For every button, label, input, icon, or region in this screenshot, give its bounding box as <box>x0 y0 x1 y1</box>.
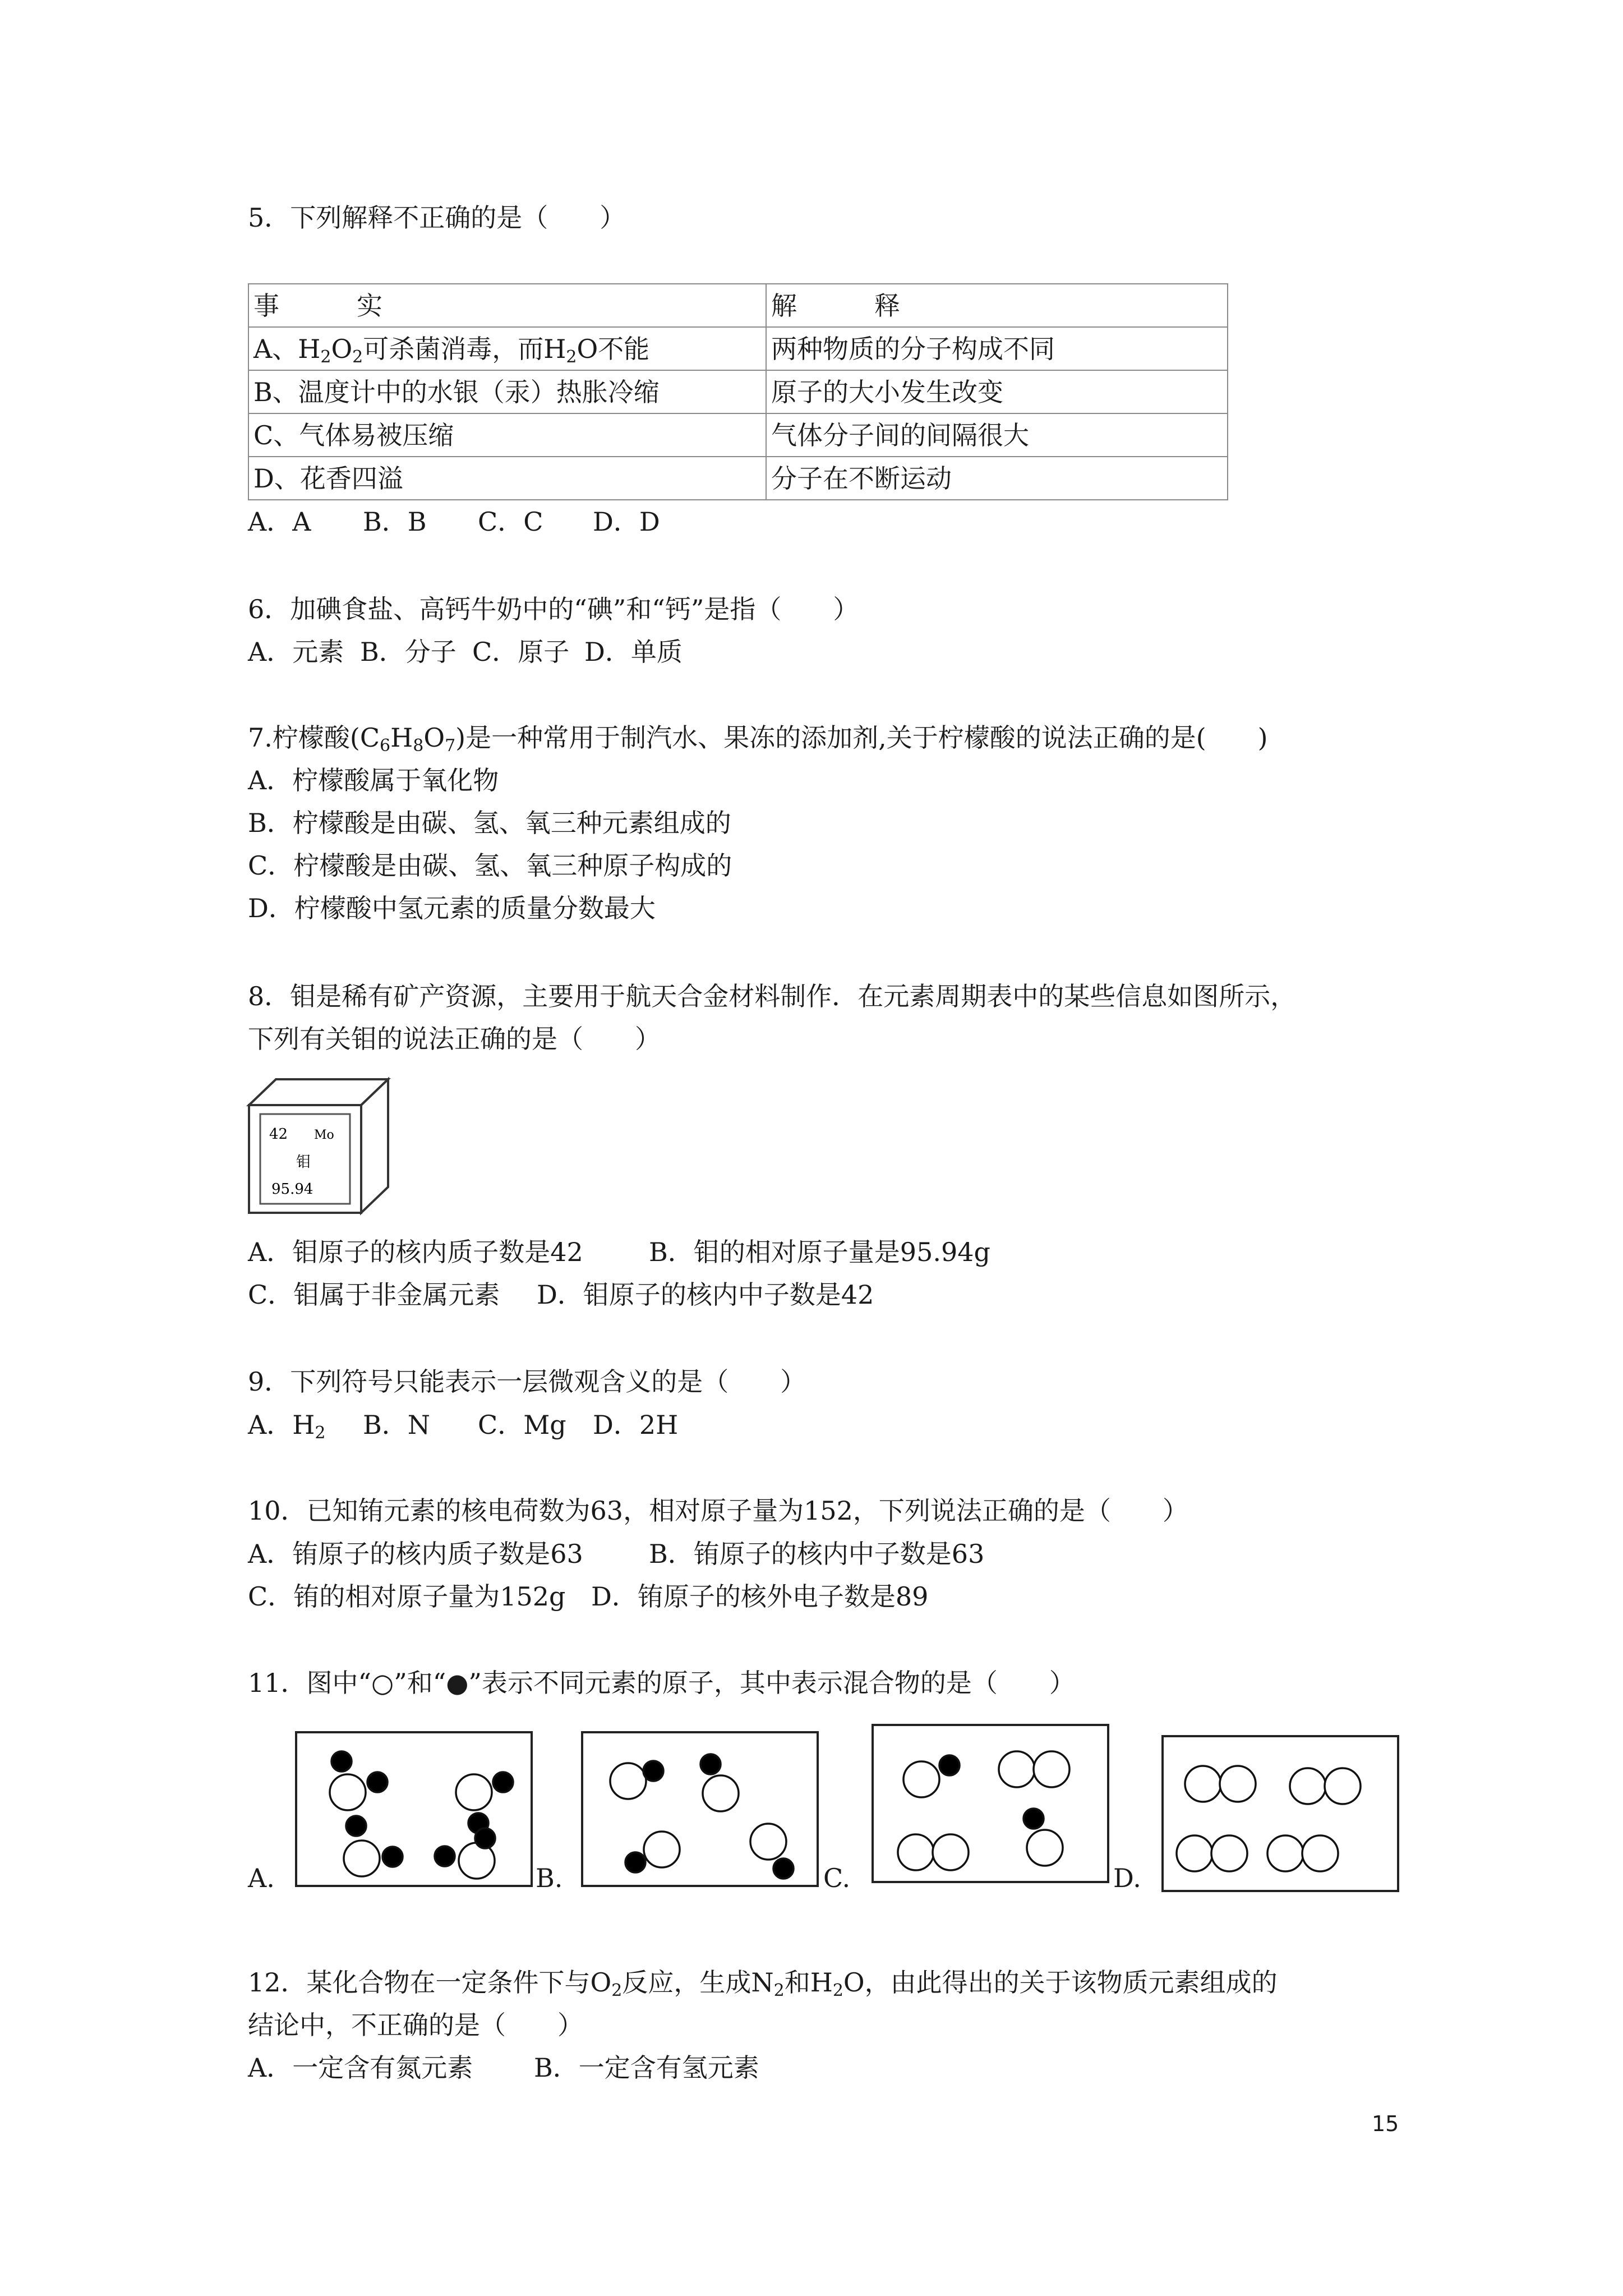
option-b[interactable]: B．钼的相对原子量是95.94g <box>649 1237 990 1267</box>
fact-cell: B、温度计中的水银（汞）热胀冷缩 <box>248 370 766 413</box>
table-row <box>248 327 1228 370</box>
option-d[interactable]: D．钼原子的核内中子数是42 <box>537 1280 874 1310</box>
option-a[interactable]: A．铕原子的核内质子数是63 <box>248 1539 583 1569</box>
table-row <box>248 457 1228 500</box>
q9-options <box>248 1408 678 1442</box>
option-b[interactable]: B．B <box>363 507 427 537</box>
option-a[interactable]: A．一定含有氮元素 <box>248 2053 473 2083</box>
fact-cell: C、气体易被压缩 <box>248 413 766 457</box>
q11-label-c[interactable]: C. <box>823 1863 851 1893</box>
q11-label-b[interactable]: B. <box>536 1863 563 1893</box>
q12-stem-line2: 结论中，不正确的是（ ） <box>248 2010 583 2040</box>
option-c[interactable]: C．铕的相对原子量为152g <box>248 1581 566 1612</box>
tile-number: 42 <box>269 1126 288 1143</box>
q9-stem: 9．下列符号只能表示一层微观含义的是（ ） <box>248 1366 806 1397</box>
option-a[interactable]: A．A <box>248 507 311 537</box>
q5-options <box>248 505 660 539</box>
table-row <box>248 413 1228 457</box>
tile-mass: 95.94 <box>271 1181 313 1198</box>
q10-options-row1 <box>248 1537 984 1571</box>
option-d[interactable]: D．D <box>593 507 660 537</box>
option-c[interactable]: C．C <box>478 507 543 537</box>
q11-label-a[interactable]: A. <box>248 1863 275 1893</box>
q7-option-c[interactable]: C．柠檬酸是由碳、氢、氧三种原子构成的 <box>248 850 732 881</box>
q7-option-d[interactable]: D．柠檬酸中氢元素的质量分数最大 <box>248 893 656 923</box>
molecule-box-a <box>294 1731 536 1890</box>
tile-symbol: Mo <box>314 1128 334 1142</box>
molecule-box-d <box>1161 1734 1402 1894</box>
header-fact: 事 实 <box>248 284 766 327</box>
tile-name: 钼 <box>296 1154 311 1171</box>
q7-stem: 7.柠檬酸$(C_6H_8O_7)$是一种常用于制汽水、果冻的添加剂,关于柠檬酸的说法正确的是( ) <box>248 723 1268 756</box>
header-explain: 解 释 <box>766 284 1228 327</box>
table-row <box>248 370 1228 413</box>
option-a[interactable]: A．$H_2$ <box>248 1410 326 1443</box>
q12-stem-line1: 12．某化合物在一定条件下与$O_2$反应，生成$N_2$和$H_2O$，由此得出的关于该物质元素组成的 <box>248 1967 1278 2000</box>
option-c[interactable]: C．钼属于非金属元素 <box>248 1280 500 1310</box>
fact-cell: A、$H_2O_2$可杀菌消毒，而$H_2O$不能 <box>248 327 766 370</box>
q10-stem: 10．已知铕元素的核电荷数为63，相对原子量为152，下列说法正确的是（ ） <box>248 1496 1188 1526</box>
option-c[interactable]: C．原子 <box>472 637 570 667</box>
option-a[interactable]: A．元素 <box>248 637 344 667</box>
element-tile-figure <box>247 1077 393 1217</box>
q7-option-a[interactable]: A．柠檬酸属于氧化物 <box>248 765 499 795</box>
q8-options-row1 <box>248 1235 990 1269</box>
q12-options <box>248 2051 759 2085</box>
explain-cell: 原子的大小发生改变 <box>766 370 1228 413</box>
q11-label-d[interactable]: D. <box>1113 1863 1141 1893</box>
explain-cell: 分子在不断运动 <box>766 457 1228 500</box>
q6-options <box>248 635 683 669</box>
q10-options-row2 <box>248 1580 928 1613</box>
option-b[interactable]: B．N <box>363 1410 431 1440</box>
option-b[interactable]: B．分子 <box>360 637 457 667</box>
table-header-row <box>248 284 1228 327</box>
q5-stem: 5．下列解释不正确的是（ ） <box>248 203 626 233</box>
q11-stem: 11．图中“○”和“●”表示不同元素的原子，其中表示混合物的是（ ） <box>248 1668 1075 1698</box>
fact-cell: D、花香四溢 <box>248 457 766 500</box>
option-d[interactable]: D．铕原子的核外电子数是89 <box>591 1581 929 1612</box>
option-b[interactable]: B．铕原子的核内中子数是63 <box>649 1539 985 1569</box>
molecule-box-b <box>580 1731 822 1890</box>
molecule-box-c <box>871 1723 1112 1886</box>
option-d[interactable]: D．单质 <box>584 637 683 667</box>
explain-cell: 气体分子间的间隔很大 <box>766 413 1228 457</box>
option-c[interactable]: C．Mg <box>478 1410 566 1440</box>
q5-table <box>248 283 1228 500</box>
explain-cell: 两种物质的分子构成不同 <box>766 327 1228 370</box>
q8-options-row2 <box>248 1278 874 1312</box>
q6-stem: 6．加碘食盐、高钙牛奶中的“碘”和“钙”是指（ ） <box>248 594 859 624</box>
option-a[interactable]: A．钼原子的核内质子数是42 <box>248 1237 583 1267</box>
q7-option-b[interactable]: B．柠檬酸是由碳、氢、氧三种元素组成的 <box>248 808 731 838</box>
option-b[interactable]: B．一定含有氢元素 <box>534 2053 759 2083</box>
q8-stem-line1: 8．钼是稀有矿产资源，主要用于航天合金材料制作．在元素周期表中的某些信息如图所示， <box>248 981 1297 1011</box>
page-number: 15 <box>1372 2111 1399 2136</box>
q8-stem-line2: 下列有关钼的说法正确的是（ ） <box>248 1024 661 1054</box>
option-d[interactable]: D．2H <box>593 1410 679 1440</box>
